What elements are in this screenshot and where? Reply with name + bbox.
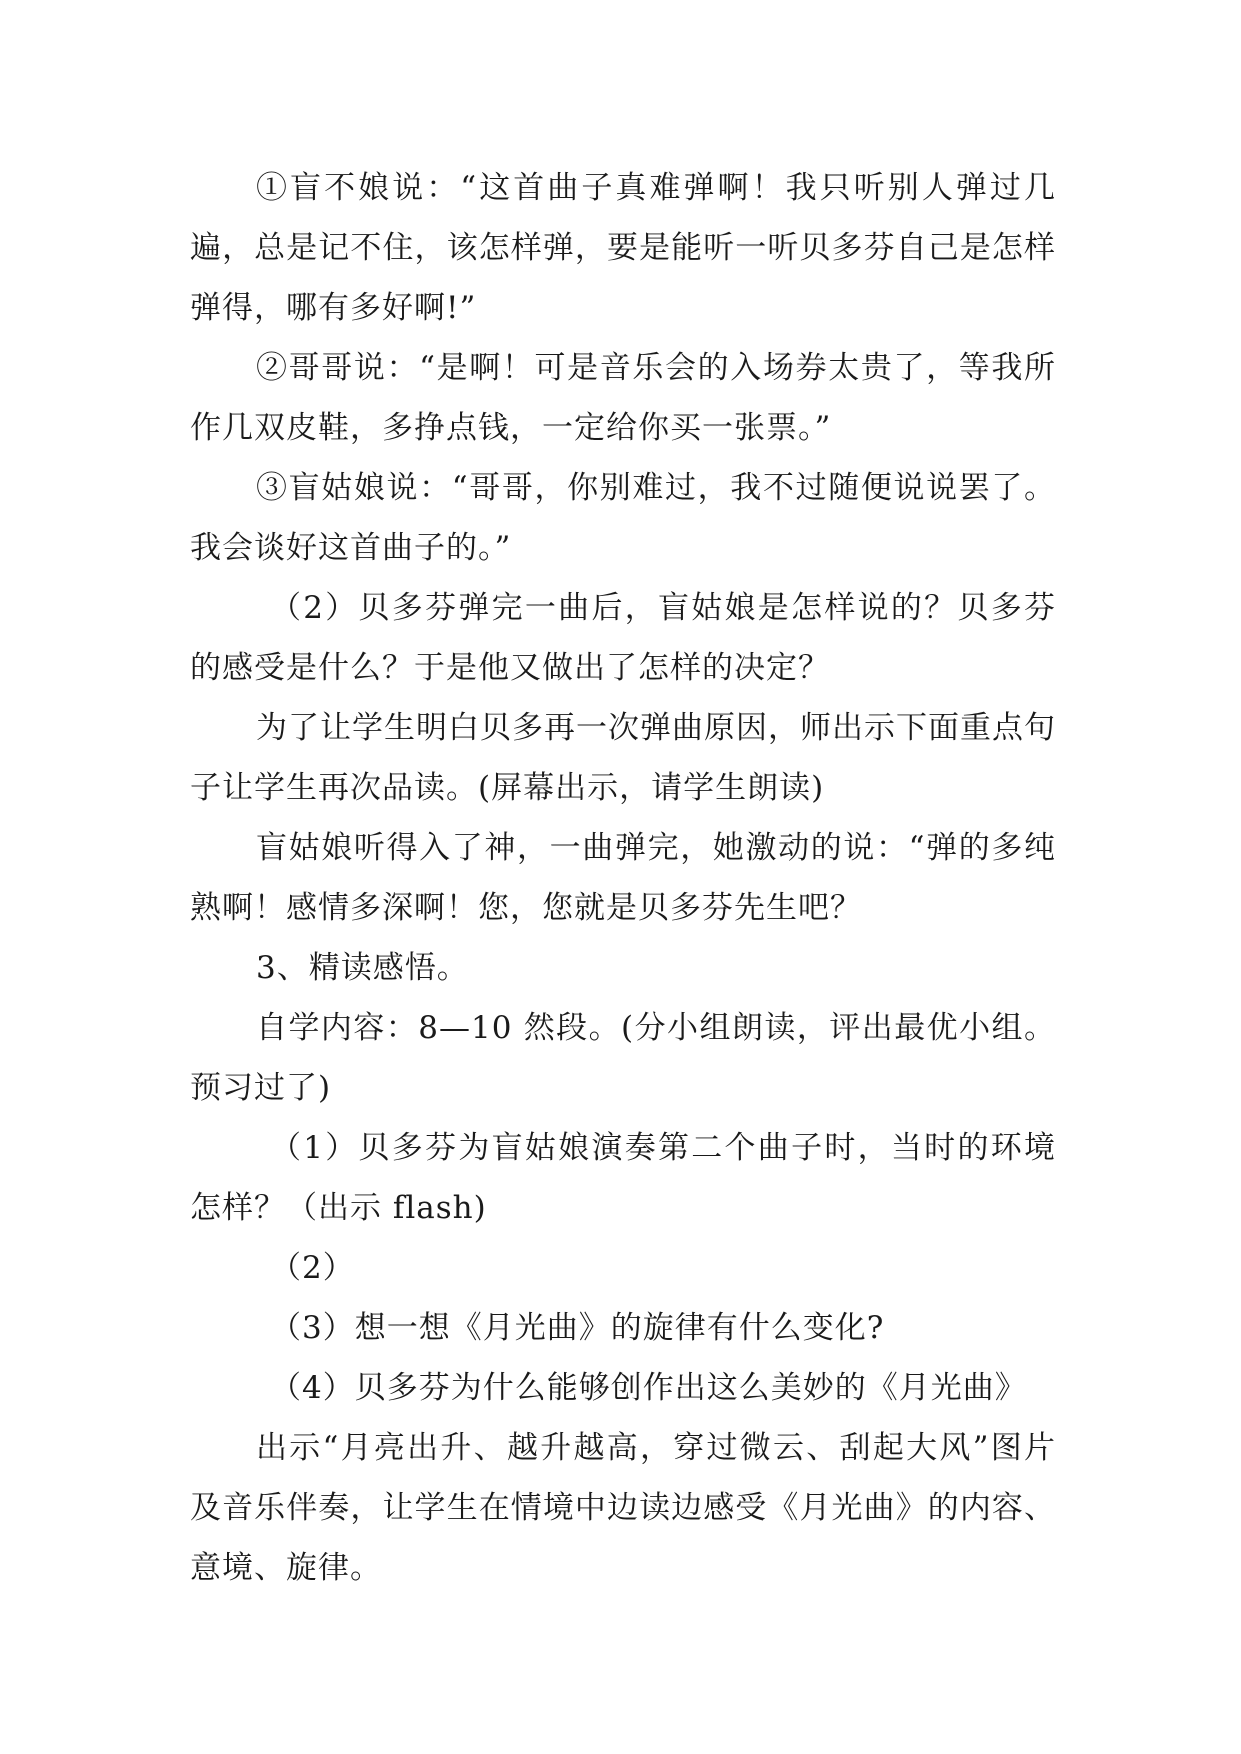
document-page [190, 158, 1056, 1598]
section-heading-3: 3、精读感悟。 [256, 950, 469, 986]
question-2: （2）贝多芬弹完一曲后，盲姑娘是怎样说的？贝多芬的感受是什么？于是他又做出了怎样的决定？ [190, 590, 1056, 686]
quote-blind-girl-1: ①盲不娘说：“这首曲子真难弹啊！我只听别人弹过几遍，总是记不住，该怎样弹，要是能听一听贝多芬自己是怎样弹得，哪有多好啊!” [190, 170, 1056, 326]
display-instruction: 出示“月亮出升、越升越高，穿过微云、刮起大风”图片及音乐伴奏，让学生在情境中边读边感受《月光曲》的内容、意境、旋律。 [190, 1430, 1056, 1586]
teaching-note: 为了让学生明白贝多再一次弹曲原因，师出示下面重点句子让学生再次品读。(屏幕出示，请学生朗读) [190, 710, 1056, 806]
quote-blind-girl-2: ③盲姑娘说：“哥哥，你别难过，我不过随便说说罢了。我会谈好这首曲子的。” [190, 470, 1056, 566]
sub-question-4: （4）贝多芬为什么能够创作出这么美妙的《月光曲》 [270, 1370, 1027, 1406]
sub-question-2: （2） [270, 1250, 355, 1286]
sub-question-3: （3）想一想《月光曲》的旋律有什么变化? [270, 1310, 885, 1346]
sub-question-1: （1）贝多芬为盲姑娘演奏第二个曲子时，当时的环境怎样？（出示 flash) [190, 1130, 1056, 1226]
quote-brother: ②哥哥说：“是啊！可是音乐会的入场券太贵了，等我所作几双皮鞋，多挣点钱，一定给你买一张票。” [190, 350, 1056, 446]
self-study-content: 自学内容：8—10 然段。(分小组朗读，评出最优小组。预习过了) [190, 1010, 1056, 1106]
quote-blind-girl-3: 盲姑娘听得入了神，一曲弹完，她激动的说：“弹的多纯熟啊！感情多深啊！您，您就是贝多芬先生吧？ [190, 830, 1056, 926]
